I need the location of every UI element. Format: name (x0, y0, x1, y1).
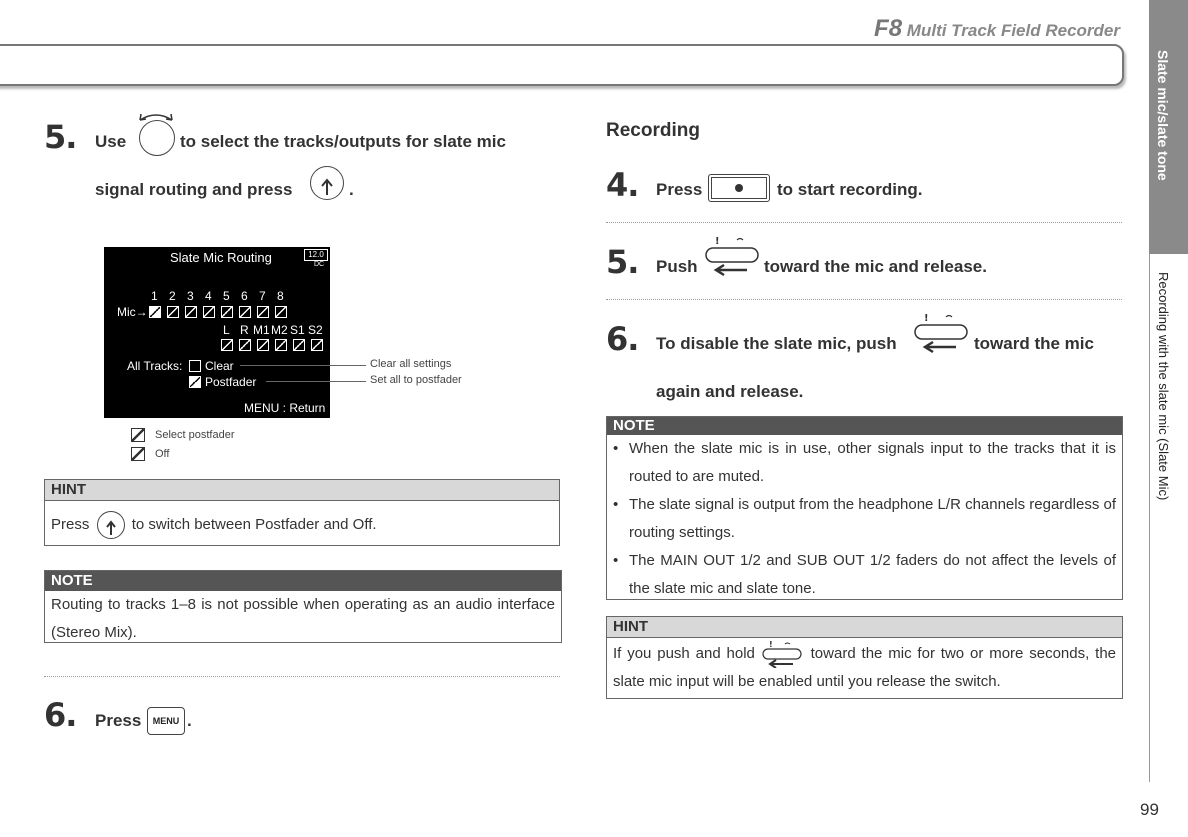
track-checkbox (203, 306, 215, 318)
clear-checkbox (189, 360, 201, 372)
step-6-end: . (187, 711, 192, 730)
track-checkbox (167, 306, 179, 318)
hint-body-right (607, 638, 1122, 700)
divider (606, 299, 1122, 300)
step-5-text-2: signal routing and press (95, 180, 293, 199)
track-number: 5 (223, 289, 230, 303)
step-6-post-right: toward the mic (974, 334, 1094, 353)
track-checkbox (221, 306, 233, 318)
step-6-number-right: 6. (606, 320, 639, 358)
output-label: M1 (253, 323, 270, 337)
callout-clear: Clear all settings (370, 358, 452, 370)
output-checkbox (275, 339, 287, 351)
track-number: 2 (169, 289, 176, 303)
postfader-label: Postfader (205, 375, 257, 389)
output-checkbox (293, 339, 305, 351)
track-number: 7 (259, 289, 266, 303)
callout-postfader: Set all to postfader (370, 374, 462, 386)
slate-switch-icon (912, 311, 970, 355)
hint-text-post: to switch between Postfader and Off. (131, 515, 377, 533)
side-tab-label: Slate mic/slate tone (1155, 50, 1171, 181)
hint-box-right (606, 616, 1123, 699)
all-tracks-label: All Tracks: (127, 359, 183, 373)
divider (44, 676, 560, 677)
hint-box (44, 479, 560, 546)
step-5-number-right: 5. (606, 243, 639, 281)
postfader-checkbox (189, 376, 201, 388)
output-checkbox (221, 339, 233, 351)
note-heading-right: NOTE (607, 417, 1122, 435)
step-4-pre: Press (656, 180, 703, 199)
battery-icon: 12.0 (304, 249, 328, 261)
step-6-pre-right: To disable the slate mic, push (656, 334, 897, 353)
off-legend-icon (131, 447, 145, 461)
slate-switch-icon (761, 640, 805, 668)
track-checkbox (257, 306, 269, 318)
output-label: R (240, 323, 249, 337)
step-5-end: . (349, 180, 354, 199)
step-6-line2-right: again and release. (656, 382, 804, 401)
track-number: 6 (241, 289, 248, 303)
legend-on: Select postfader (155, 429, 235, 441)
output-checkbox (239, 339, 251, 351)
output-label: L (223, 323, 230, 337)
record-button-icon (708, 174, 770, 202)
side-section-label: Recording with the slate mic (Slate Mic) (1156, 272, 1171, 501)
note-box (44, 570, 562, 643)
product-title: Multi Track Field Recorder (906, 21, 1120, 40)
svg-text:!: ! (715, 236, 720, 247)
step-5-post-right: toward the mic and release. (764, 257, 987, 276)
track-checkbox (149, 306, 161, 318)
hint-text-post-right: toward the mic for two or more seconds, the slate mic input will be enabled until you release the switch. (613, 645, 1117, 691)
track-checkbox (239, 306, 251, 318)
step-5-number: 5. (44, 118, 77, 156)
note-bullet: • When the slate mic is in use, other signals input to the tracks that it is routed to are muted. (613, 440, 1116, 485)
callout-line-postfader (266, 381, 366, 382)
battery-sub: DC (314, 261, 325, 268)
note-box-right (606, 416, 1123, 600)
hint-body (45, 501, 559, 543)
header-bar (0, 44, 1124, 86)
track-number: 8 (277, 289, 284, 303)
divider (606, 222, 1122, 223)
mic-label: Mic→ (117, 305, 148, 319)
menu-button-icon: MENU (147, 707, 185, 735)
track-number: 1 (151, 289, 158, 303)
callout-line-clear (240, 365, 366, 366)
svg-text:!: ! (768, 640, 773, 650)
screen-title: Slate Mic Routing (170, 250, 272, 265)
side-divider (1149, 254, 1150, 782)
step-4-post: to start recording. (777, 180, 923, 199)
svg-text:!: ! (924, 313, 929, 324)
output-label: S2 (308, 323, 323, 337)
menu-return-label: MENU : Return (244, 401, 326, 415)
legend-off: Off (155, 448, 170, 460)
output-label: M2 (271, 323, 288, 337)
step-5-pre-right: Push (656, 257, 698, 276)
page-number: 99 (1140, 800, 1159, 819)
step-6-number: 6. (44, 696, 77, 734)
note-bullet: • The slate signal is output from the headphone L/R channels regardless of routing settings. (613, 496, 1116, 541)
section-heading: Recording (606, 120, 700, 141)
press-dial-icon (310, 166, 344, 200)
track-checkbox (275, 306, 287, 318)
output-checkbox (257, 339, 269, 351)
device-screen (104, 247, 330, 418)
track-number: 3 (187, 289, 194, 303)
hint-text-pre: Press (51, 515, 90, 533)
slate-switch-icon (703, 234, 761, 278)
output-checkbox (311, 339, 323, 351)
step-5-use: Use (95, 132, 127, 151)
hint-heading: HINT (45, 480, 559, 501)
note-bullet: • The MAIN OUT 1/2 and SUB OUT 1/2 faders do not affect the levels of the slate mic and slate tone. (613, 552, 1116, 597)
model-name: F8 (874, 15, 903, 42)
note-body-right (607, 435, 1122, 607)
track-number: 4 (205, 289, 212, 303)
press-dial-icon (97, 511, 125, 539)
postfader-legend-icon (131, 428, 145, 442)
hint-text-pre-right: If you push and hold (613, 645, 755, 662)
track-checkbox (185, 306, 197, 318)
note-heading: NOTE (45, 571, 561, 591)
note-body: Routing to tracks 1–8 is not possible when operating as an audio interface (Stereo Mix). (51, 596, 555, 641)
dial-icon (139, 120, 175, 156)
step-6-text: Press (95, 711, 142, 730)
step-4-number: 4. (606, 166, 639, 204)
step-5-text-1: to select the tracks/outputs for slate mic (180, 132, 506, 151)
output-label: S1 (290, 323, 305, 337)
hint-heading-right: HINT (607, 617, 1122, 638)
clear-label: Clear (205, 359, 234, 373)
header-title (874, 15, 1120, 43)
